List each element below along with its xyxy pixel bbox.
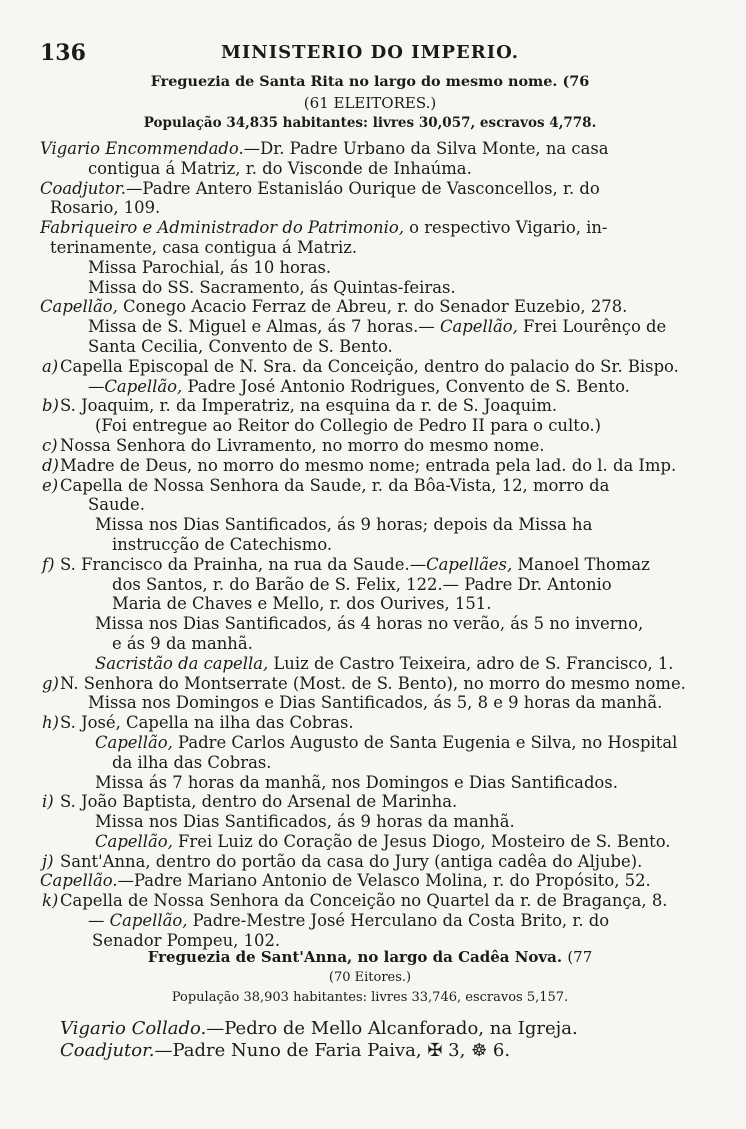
- entry-f-sacristao: [40, 654, 700, 674]
- entry-text: Padre-Mestre José Herculano da Costa Brito, r. do: [187, 911, 610, 931]
- entry-text: Frei Luiz do Coração de Jesus Diogo, Mosteiro de S. Bento.: [172, 831, 671, 851]
- missa-almas: [40, 317, 700, 337]
- entry-text: S. João Baptista, dentro do Arsenal de Marinha.: [60, 792, 458, 812]
- entry-text: Capella de Nossa Senhora da Saude, r. da Bôa-Vista, 12, morro da: [60, 475, 610, 495]
- entry-b-note: (Foi entregue ao Reitor do Collegio de Pedro II para o culto.): [95, 416, 602, 436]
- entry-j: [40, 852, 700, 872]
- page-header: [40, 40, 700, 66]
- entry-marker: b): [42, 396, 59, 416]
- section-santa-rita-body: [40, 139, 700, 951]
- section-population: População 34,835 habitantes: livres 30,057, escravos 4,778.: [143, 114, 597, 131]
- entry-f-line5: e ás 9 da manhã.: [112, 633, 253, 653]
- entry-dash: —: [88, 376, 105, 396]
- entry-i: [40, 792, 700, 812]
- section2-title-page: (77: [567, 948, 593, 966]
- entry-f-line2: dos Santos, r. do Barão de S. Felix, 122.— Padre Dr. Antonio: [112, 574, 612, 594]
- missa-almas-text: Missa de S. Miguel e Almas, ás 7 horas.—: [88, 317, 440, 337]
- entry-k-line2: [40, 911, 700, 931]
- entry-label: Capellão,: [95, 831, 173, 851]
- entry-j-line2: [40, 871, 700, 891]
- coadjutor2-text: —Padre Nuno de Faria Paiva, ✠ 3, ☸ 6.: [154, 1040, 511, 1061]
- entry-text: S. José, Capella na ilha das Cobras.: [60, 713, 354, 733]
- missa-almas-text2: Frei Lourênço de: [517, 317, 667, 337]
- entry-marker: j): [42, 851, 54, 871]
- entry-label: Capellão,: [104, 376, 183, 396]
- entry-f-line4: Missa nos Dias Santificados, ás 4 horas no verão, ás 5 no inverno,: [95, 614, 644, 634]
- entry-f-line3: Maria de Chaves e Mello, r. dos Ourives, 151.: [112, 594, 492, 614]
- section2-electors: (70 Eitores.): [328, 970, 412, 985]
- vigario-label: Vigario Encommendado.: [40, 139, 244, 158]
- vigario-cont: contigua á Matriz, r. do Visconde de Inhaúma.: [88, 158, 472, 178]
- vigario-entry: [40, 139, 700, 159]
- vigario2-entry: [40, 1018, 700, 1040]
- vigario2-text: —Pedro de Mello Alcanforado, na Igreja.: [206, 1018, 578, 1039]
- capellao-entry: [40, 297, 700, 317]
- section2-title: [40, 946, 700, 968]
- entry-h-line3: da ilha das Cobras.: [112, 752, 272, 772]
- entry-marker: i): [42, 792, 54, 812]
- entry-text: Capella Episcopal de N. Sra. da Conceição, dentro do palacio do Sr. Bispo.: [60, 356, 679, 376]
- entry-e-line2: Saude.: [88, 495, 145, 515]
- fabriqueiro-text: o respectivo Vigario, in-: [403, 218, 608, 238]
- coadjutor-text: —Padre Antero Estanisláo Ourique de Vasconcellos, r. do: [126, 178, 600, 198]
- entry-a: [40, 357, 700, 377]
- entry-text: Capella de Nossa Senhora da Conceição no Quartel da r. de Bragança, 8.: [60, 891, 668, 911]
- entry-marker: a): [42, 356, 59, 376]
- page-number: 136: [40, 40, 86, 66]
- entry-k-line3: Senador Pompeu, 102.: [92, 930, 281, 950]
- entry-e-line3: Missa nos Dias Santificados, ás 9 horas; depois da Missa ha: [95, 515, 593, 535]
- entry-f: [40, 555, 700, 575]
- entry-text: —Padre Mariano Antonio de Velasco Molina, r. do Propósito, 52.: [117, 871, 651, 891]
- sacristao-text: Luiz de Castro Teixeira, adro de S. Francisco, 1.: [268, 653, 674, 673]
- entry-h-line4: Missa ás 7 horas da manhã, nos Domingos e Dias Santificados.: [95, 772, 618, 792]
- entry-marker: f): [42, 554, 55, 574]
- entry-e-line4: instrucção de Catechismo.: [112, 534, 333, 554]
- fabriqueiro-cont: terinamente, casa contigua á Matriz.: [50, 237, 358, 257]
- coadjutor-cont: Rosario, 109.: [50, 198, 161, 218]
- entry-label: Capellão,: [95, 732, 173, 752]
- entry-k: [40, 891, 700, 911]
- entry-marker: d): [42, 455, 59, 475]
- entry-g: [40, 674, 700, 694]
- section2-population: População 38,903 habitantes: livres 33,746, escravos 5,157.: [171, 989, 569, 1005]
- fabriqueiro-entry: [40, 218, 700, 238]
- missa-almas-label: Capellão,: [439, 317, 518, 337]
- entry-h: [40, 713, 700, 733]
- entry-text: Madre de Deus, no morro do mesmo nome; entrada pela lad. do l. da Imp.: [60, 455, 677, 475]
- entry-label: Capellão,: [109, 911, 188, 931]
- missa-parochial: Missa Parochial, ás 10 horas.: [88, 257, 332, 277]
- entry-g-line2: Missa nos Domingos e Dias Santificados, ás 5, 8 e 9 horas da manhã.: [88, 693, 663, 713]
- section-electors: (61 ELEITORES.): [303, 93, 437, 112]
- coadjutor2-entry: [40, 1040, 700, 1062]
- missa-ss: Missa do SS. Sacramento, ás Quintas-feiras.: [88, 277, 456, 297]
- entry-marker: h): [42, 713, 59, 733]
- sacristao-label: Sacristão da capella,: [95, 653, 269, 673]
- section-santanna-body: [40, 1018, 700, 1062]
- entry-text: Padre José Antonio Rodrigues, Convento de S. Bento.: [182, 376, 630, 396]
- entry-text: Sant'Anna, dentro do portão da casa do Jury (antiga cadêa do Aljube).: [60, 851, 643, 871]
- entry-label: Capellão.: [40, 871, 118, 891]
- entry-text-cont: Manoel Thomaz: [512, 554, 650, 574]
- coadjutor-label: Coadjutor.: [40, 178, 127, 198]
- entry-i-line2: Missa nos Dias Santificados, ás 9 horas da manhã.: [95, 812, 515, 832]
- entry-dash: —: [88, 911, 110, 931]
- coadjutor2-label: Coadjutor.: [60, 1040, 155, 1061]
- entry-label: Capellães,: [426, 554, 513, 574]
- entry-marker: g): [42, 673, 59, 693]
- entry-text: Nossa Senhora do Livramento, no morro do mesmo nome.: [60, 435, 545, 455]
- running-title: MINISTERIO DO IMPERIO.: [220, 42, 520, 63]
- capellao-label: Capellão,: [40, 297, 118, 317]
- entry-marker: k): [42, 891, 59, 911]
- coadjutor-entry: [40, 179, 700, 199]
- entry-marker: c): [42, 435, 58, 455]
- section-title: Freguezia de Santa Rita no largo do mesmo nome. (76: [150, 73, 590, 90]
- entry-text: N. Senhora do Montserrate (Most. de S. Bento), no morro do mesmo nome.: [60, 673, 686, 693]
- section2-title-text: Freguezia de Sant'Anna, no largo da Cadêa Nova.: [147, 948, 563, 966]
- section-santa-rita-heading: [40, 72, 700, 134]
- section-santanna-heading: [40, 946, 700, 1008]
- capellao-text: Conego Acacio Ferraz de Abreu, r. do Senador Euzebio, 278.: [117, 297, 628, 317]
- entry-d: [40, 456, 700, 476]
- entry-i-line3: [40, 832, 700, 852]
- entry-b: [40, 396, 700, 416]
- entry-text: S. Francisco da Prainha, na rua da Saude.—: [60, 554, 427, 574]
- vigario-text: —Dr. Padre Urbano da Silva Monte, na casa: [243, 139, 609, 158]
- entry-text: S. Joaquim, r. da Imperatriz, na esquina da r. de S. Joaquim.: [60, 396, 558, 416]
- entry-text: Padre Carlos Augusto de Santa Eugenia e Silva, no Hospital: [172, 732, 678, 752]
- missa-almas-cont: Santa Cecilia, Convento de S. Bento.: [88, 336, 393, 356]
- entry-a-cont: [40, 377, 700, 397]
- entry-h-line2: [40, 733, 700, 753]
- vigario2-label: Vigario Collado.: [60, 1018, 207, 1039]
- entry-e: [40, 476, 700, 496]
- fabriqueiro-label: Fabriqueiro e Administrador do Patrimonio,: [40, 218, 404, 238]
- entry-marker: e): [42, 475, 59, 495]
- entry-c: [40, 436, 700, 456]
